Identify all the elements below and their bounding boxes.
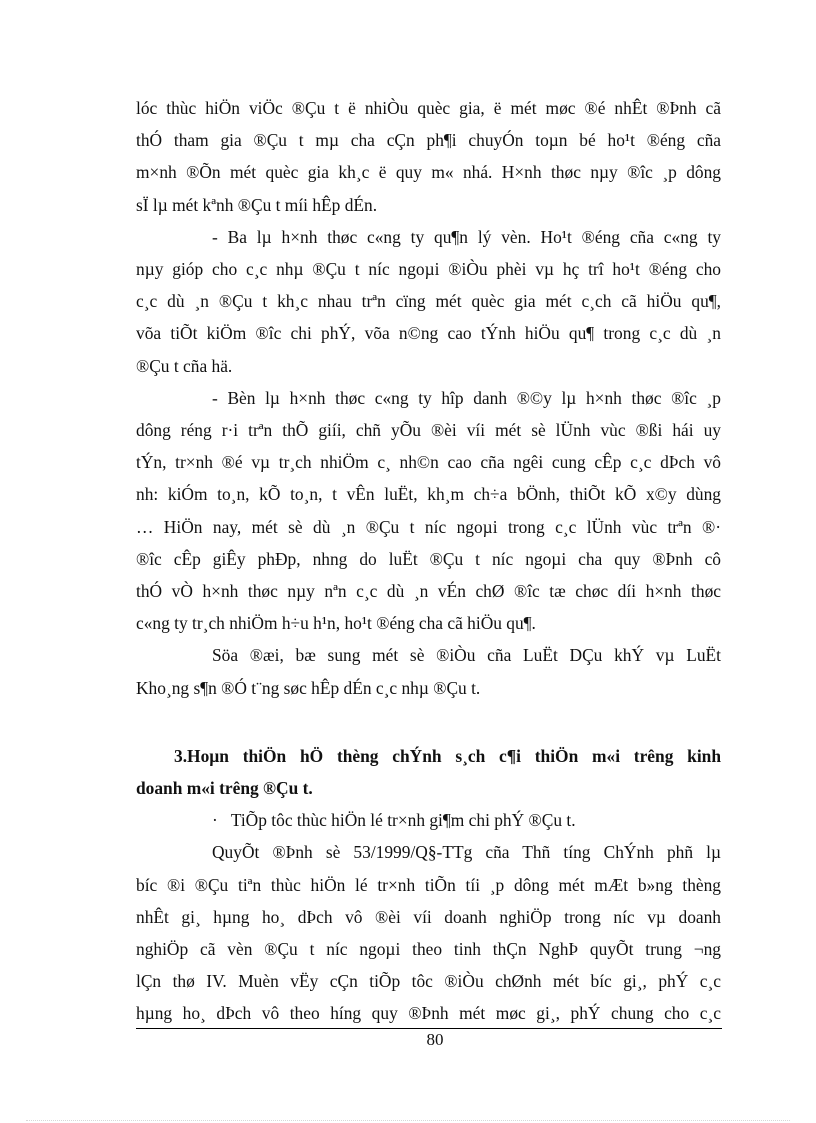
page-number: 80	[426, 1030, 444, 1049]
text-line: lÇn thø IV. Muèn vËy cÇn tiÕp tôc ®iÒu chØnh mét bíc gi¸, phÝ c¸c	[136, 971, 721, 992]
footer-rule	[136, 1028, 722, 1029]
text-line: ®Çu t cña hä.	[136, 355, 233, 376]
text-line: sÏ lµ mét kªnh ®Çu t míi hÊp dÉn.	[136, 194, 378, 215]
text-line: dông réng r·i trªn thÕ giíi, chñ yÕu ®èi víi mét sè lÜnh vùc ®ßi hái uy	[136, 420, 721, 441]
page-bottom-border	[26, 1120, 790, 1121]
text-line: nµy gióp cho c¸c nhµ ®Çu t níc ngoµi ®iÒu phèi vµ hç trî ho¹t ®éng cho	[136, 259, 721, 280]
text-line: lóc thùc hiÖn viÖc ®Çu t ë nhiÒu quèc gia, ë mét møc ®é nhÊt ®Þnh cã	[136, 98, 721, 118]
bullet-icon: ·	[212, 810, 218, 831]
text-line: bíc ®i ®Çu tiªn thùc hiÖn lé tr×nh tiÕn tíi ¸p dông mét mÆt b»ng thèng	[136, 874, 721, 895]
text-line: Söa ®æi, bæ sung mét sè ®iÒu cña LuËt DÇu khÝ vµ LuËt	[212, 645, 721, 666]
text-line: - Ba lµ h×nh thøc c«ng ty qu¶n lý vèn. Ho¹t ®éng cña c«ng ty	[212, 226, 721, 247]
text-line: Kho¸ng s¶n ®Ó t¨ng søc hÊp dÉn c¸c nhµ ®Çu t.	[136, 677, 481, 698]
text-line: thÓ vÒ h×nh thøc nµy nªn c¸c dù ¸n vÉn chØ ®îc tæ chøc díi h×nh thøc	[136, 581, 721, 602]
section-gap	[136, 704, 721, 740]
text-line: tÝn, tr×nh ®é vµ tr¸ch nhiÖm c¸ nh©n cao cña ngêi cung cÊp c¸c dÞch vô	[136, 452, 721, 473]
text-line: … HiÖn nay, mét sè dù ¸n ®Çu t níc ngoµi trong c¸c lÜnh vùc trªn ®·	[136, 516, 721, 537]
text-line: c¸c dù ¸n ®Çu t kh¸c nhau trªn cïng mét quèc gia mét c¸ch cã hiÖu qu¶,	[136, 291, 721, 312]
text-line: hµng ho¸ dÞch vô theo híng quy ®Þnh mét møc gi¸, phÝ chung cho c¸c	[136, 1003, 721, 1024]
text-line: m×nh ®Õn mét quèc gia kh¸c ë quy m« nhá. H×nh thøc nµy ®îc ¸p dông	[136, 162, 721, 183]
text-line: - Bèn lµ h×nh thøc c«ng ty hîp danh ®©y lµ h×nh thøc ®îc ¸p	[212, 387, 721, 408]
text-line: QuyÕt ®Þnh sè 53/1999/Q§-TTg cña Thñ tíng ChÝnh phñ lµ	[212, 842, 721, 863]
text-line: c«ng ty tr¸ch nhiÖm h÷u h¹n, ho¹t ®éng cha cã hiÖu qu¶.	[136, 613, 536, 634]
text-line: nghiÖp cã vèn ®Çu t níc ngoµi theo tinh thÇn NghÞ quyÕt trung ¬ng	[136, 939, 721, 960]
section-heading-cont: doanh m«i trêng ®Çu t.	[136, 778, 313, 799]
text-line: nhÊt gi¸ hµng ho¸ dÞch vô ®èi víi doanh nghiÖp trong níc vµ doanh	[136, 906, 721, 927]
body-text	[136, 92, 721, 1030]
text-line: ®îc cÊp giÊy phÐp, nhng do luËt ®Çu t níc ngoµi cha quy ®Þnh cô	[136, 548, 721, 569]
text-line: võa tiÕt kiÖm ®îc chi phÝ, võa n©ng cao tÝnh hiÖu qu¶ trong c¸c dù ¸n	[136, 323, 721, 344]
section-heading: 3.Hoµn thiÖn hÖ thèng chÝnh s¸ch c¶i thiÖn m«i trêng kinh	[174, 745, 721, 766]
bullet-item	[136, 804, 721, 836]
bullet-text: TiÕp tôc thùc hiÖn lé tr×nh gi¶m chi phÝ ®Çu t.	[230, 810, 576, 831]
text-line: thÓ tham gia ®Çu t mµ cha cÇn ph¶i chuyÓn toµn bé ho¹t ®éng cña	[136, 130, 721, 151]
text-line: nh: kiÓm to¸n, kÕ to¸n, t vÊn luËt, kh¸m ch÷a bÖnh, thiÕt kÕ x©y dùng	[136, 484, 721, 505]
